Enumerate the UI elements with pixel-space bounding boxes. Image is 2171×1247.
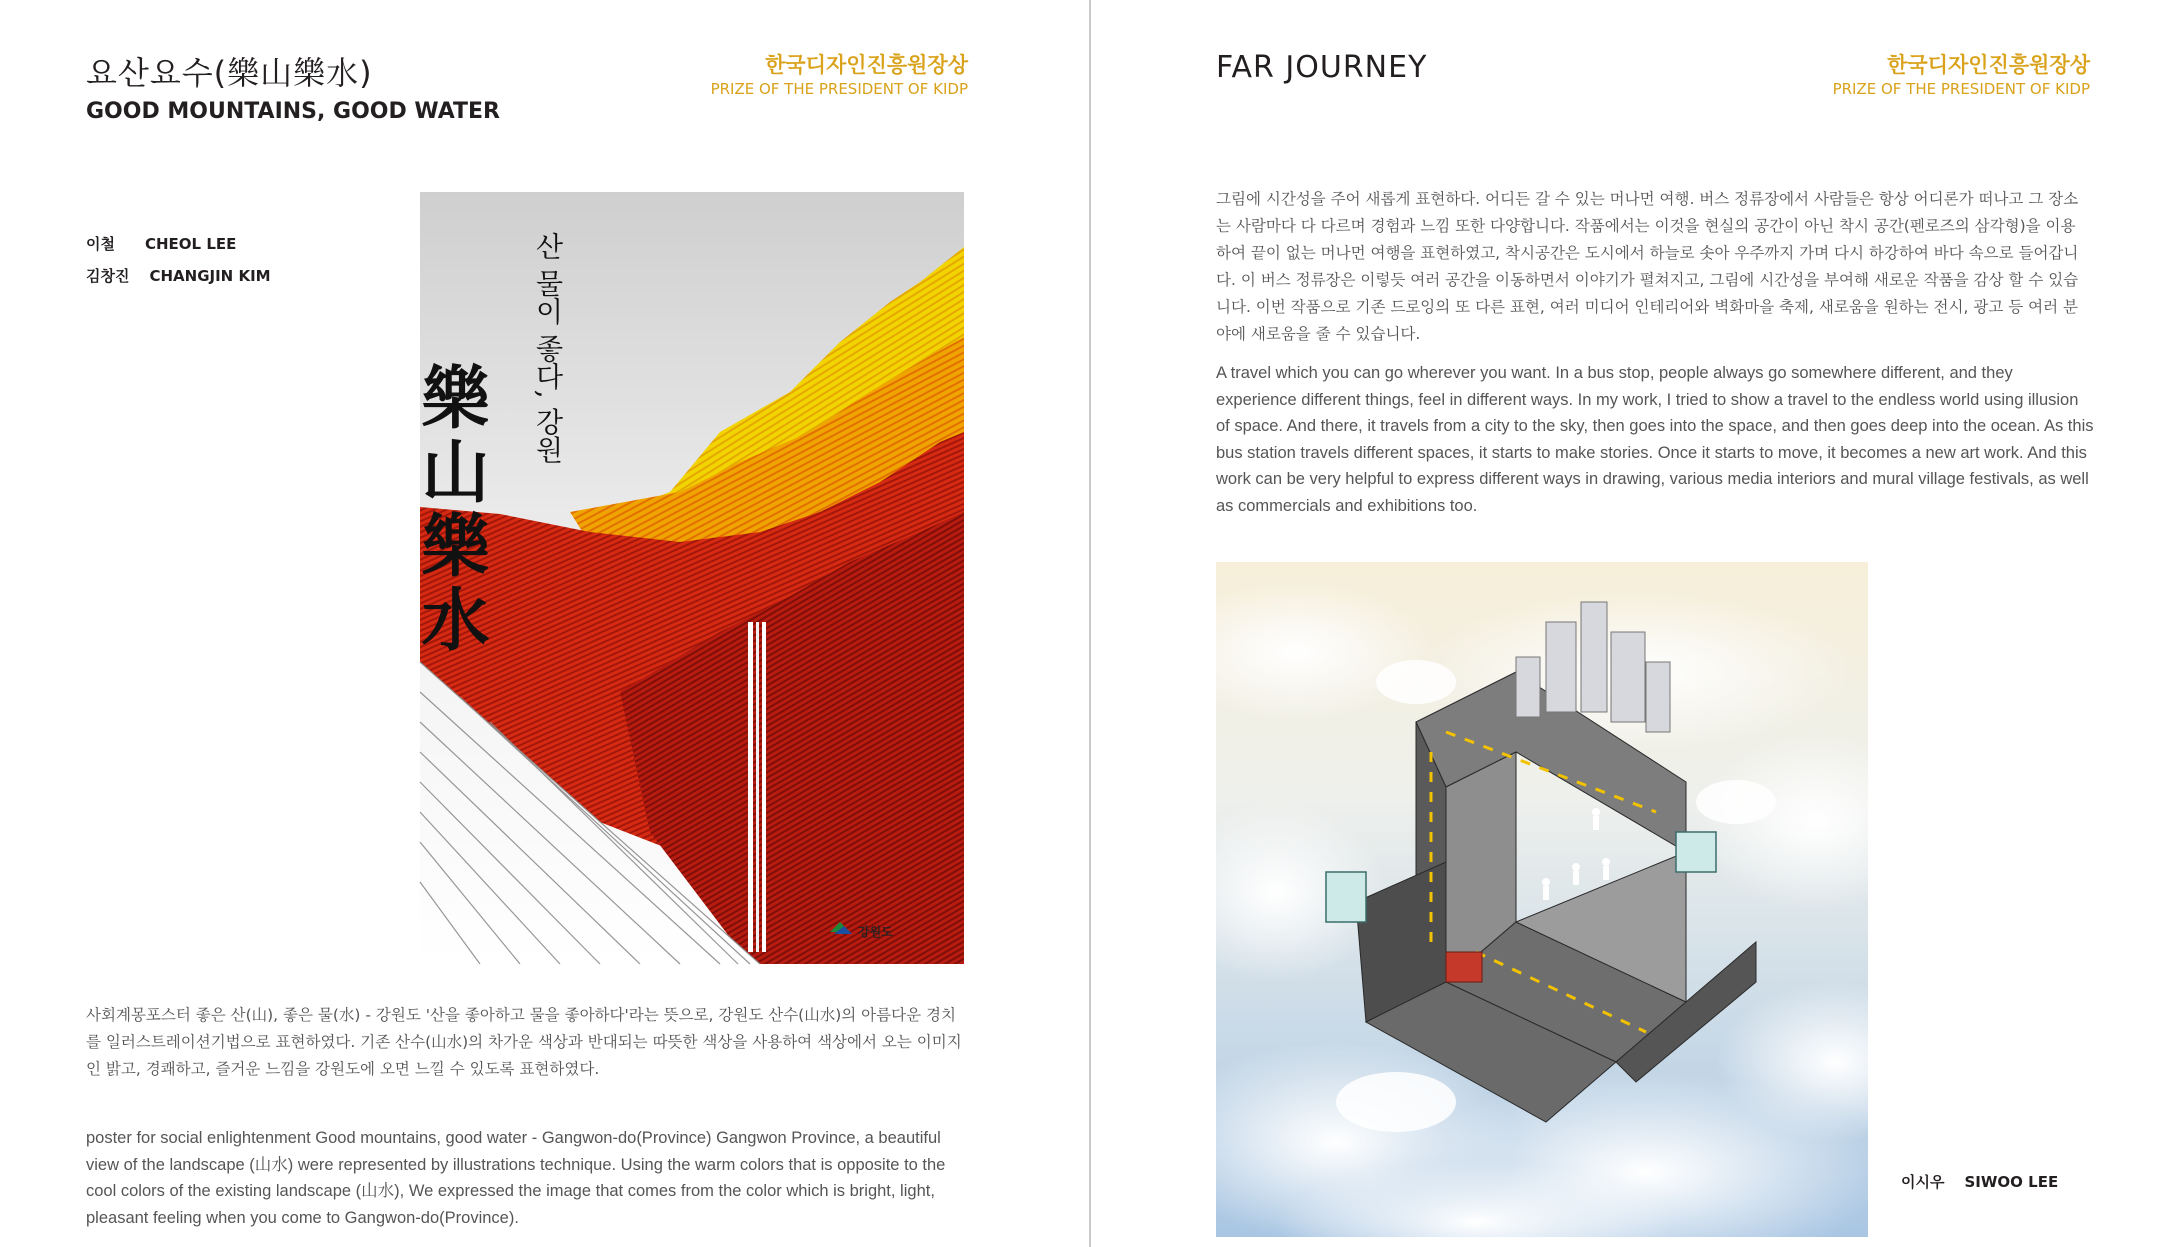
right-description-korean: 그림에 시간성을 주어 새롭게 표현하다. 어디든 갈 수 있는 머나먼 여행. 버스 정류장에서 사람들은 항상 어디론가 떠나고 그 장소는 사람마다 다 다르며 경험과 느낌 또한 다양합니다. 작품에서는 이것을 현실의 공간이 아닌 착시 공간(펜로즈의 삼각형)을 이용하여 끝이 없는 머나먼 여행을 표현하였고, 착시공간은 도시에서 하늘로 솟아 우주까지 가며 다시 하강하여 바다 속으로 들어갑니다. 이 버스 정류장은 이렇듯 여러 공간을 이동하면서 이야기가 펼쳐지고, 그림에 시간성을 부여해 새로운 작품을 감상 할 수 있습니다. 이번 작품으로 기존 드로잉의 또 다른 표현, 여러 미디어 인테리어와 벽화마을 축제, 새로움을 원하는 전시, 광고 등 여러 분야에 새로움을 줄 수 있습니다.	[1216, 190, 2079, 343]
poster-logo-text: 강원도	[858, 925, 893, 939]
left-description-english: poster for social enlightenment Good mountains, good water - Gangwon-do(Province) Gangwon Province, a beautiful view of the landscape (山水) were represented by illustrations technique. Using the warm colors that is opposite to the cool colors of the existing landscape (山水), We expressed the image that comes from the color which is bright, light, pleasant feeling when you come to Gangwon-do(Province).	[86, 1129, 946, 1227]
left-title-english: GOOD MOUNTAINS, GOOD WATER	[86, 99, 500, 124]
poster-calligraphy-side: 산 물이 좋다, 강원	[531, 232, 565, 464]
credit-1-english: CHEOL LEE	[144, 235, 237, 253]
credit-2	[86, 265, 271, 286]
credit-1	[86, 233, 236, 254]
right-prize-korean: 한국디자인진흥원장상	[1887, 53, 2090, 77]
right-prize-english: PRIZE OF THE PRESIDENT OF KIDP	[1832, 80, 2090, 98]
right-credit-english: SIWOO LEE	[1964, 1173, 2059, 1191]
far-journey-illustration	[1216, 562, 1868, 1237]
right-credit	[1901, 1171, 2058, 1192]
left-title-korean: 요산요수(樂山樂水)	[86, 54, 373, 92]
left-description-korean: 사회계몽포스터 좋은 산(山), 좋은 물(水) - 강원도 '산을 좋아하고 물을 좋아하다'라는 뜻으로, 강원도 산수(山水)의 아름다운 경치를 일러스트레이션기법으로 표현하였다. 기존 산수(山水)의 차가운 색상과 반대되는 따뜻한 색상을 사용하여 색상에서 오는 이미지인 밝고, 경쾌하고, 즐거운 느낌을 강원도에 오면 느낄 수 있도록 표현하였다.	[86, 1006, 962, 1078]
left-prize-english: PRIZE OF THE PRESIDENT OF KIDP	[710, 80, 968, 98]
left-prize-korean: 한국디자인진흥원장상	[765, 53, 968, 77]
credit-1-korean: 이철	[86, 235, 115, 253]
page-divider	[1089, 0, 1091, 1247]
right-credit-korean: 이시우	[1901, 1173, 1945, 1191]
poster-calligraphy-main: 樂山樂水	[410, 362, 490, 658]
right-title: FAR JOURNEY	[1216, 50, 1428, 85]
credit-2-english: CHANGJIN KIM	[149, 267, 271, 285]
credit-2-korean: 김창진	[86, 267, 130, 285]
right-description-english: A travel which you can go wherever you want. In a bus stop, people always go somewhere different, and they experience different things, feel in different ways. In my work, I tried to show a travel to the endless world using illusion of space. And there, it travels from a city to the sky, then goes into the space, and then goes deep into the ocean. As this bus station travels different spaces, it starts to make stories. Once it starts to move, it becomes a new art work. And this work can be very helpful to express different ways in drawing, various media interiors and mural village festivals, as well as commercials and exhibitions too.	[1216, 364, 2094, 515]
poster-illustration	[410, 192, 964, 964]
